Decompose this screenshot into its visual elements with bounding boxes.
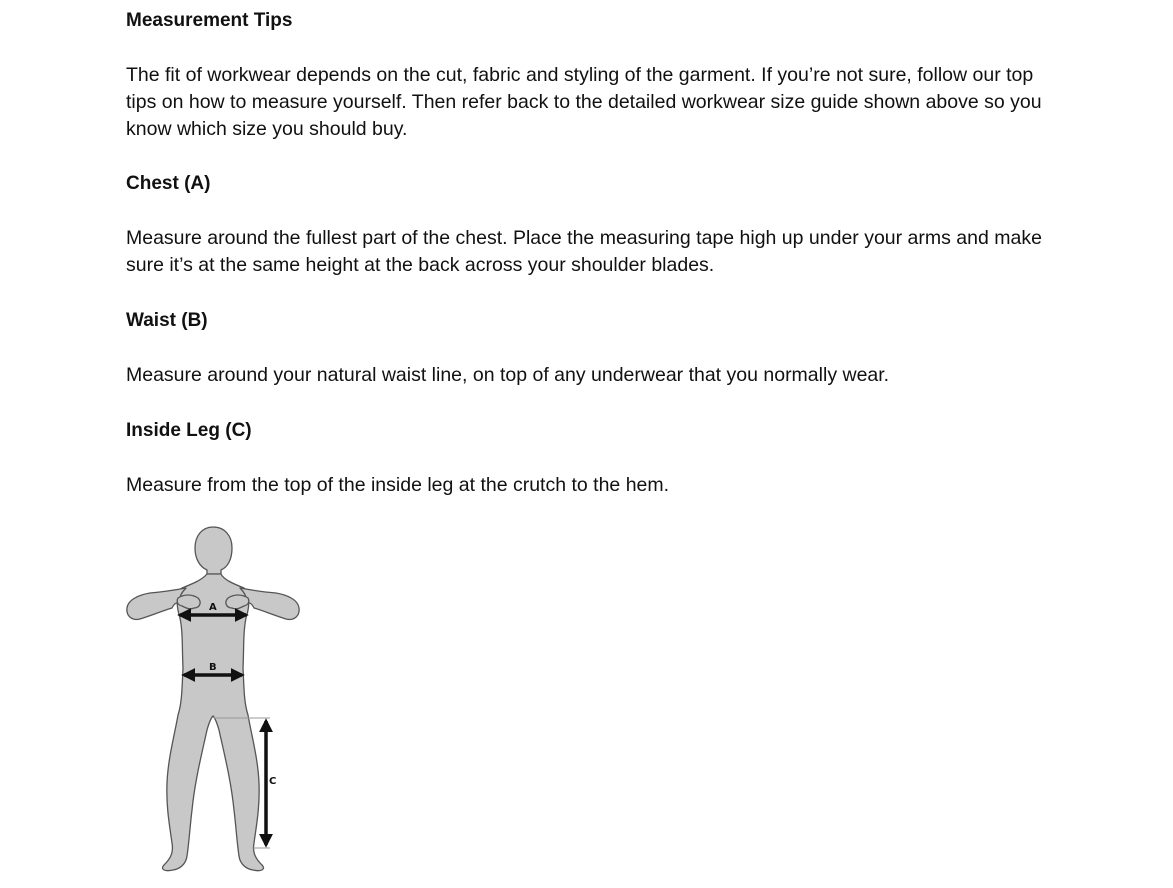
heading-chest: Chest (A) [126,173,211,194]
waist-label: B [209,662,217,673]
body-measurement-diagram [120,518,310,880]
heading-measurement-tips: Measurement Tips [126,10,293,31]
body-silhouette [127,527,299,871]
torso-legs-shape [162,574,263,871]
heading-inside-leg: Inside Leg (C) [126,420,252,441]
paragraph-chest: Measure around the fullest part of the chest. Place the measuring tape high up under your arms and make sure it’s at the same height at the back across your shoulder blades. [126,227,1042,276]
inside-leg-label: C [269,776,277,787]
paragraph-waist: Measure around your natural waist line, on top of any underwear that you normally wear. [126,364,890,386]
paragraph-inside-leg: Measure from the top of the inside leg at the crutch to the hem. [126,474,670,496]
chest-label: A [209,602,217,613]
body-measurement-figure [120,518,310,880]
heading-waist: Waist (B) [126,310,208,331]
head-shape [195,527,232,574]
paragraph-measurement-tips: The fit of workwear depends on the cut, fabric and styling of the garment. If you’re not sure, follow our top tips on how to measure yourself. Then refer back to the detailed workwear size guide shown above so you know which size you should buy. [126,64,1042,140]
